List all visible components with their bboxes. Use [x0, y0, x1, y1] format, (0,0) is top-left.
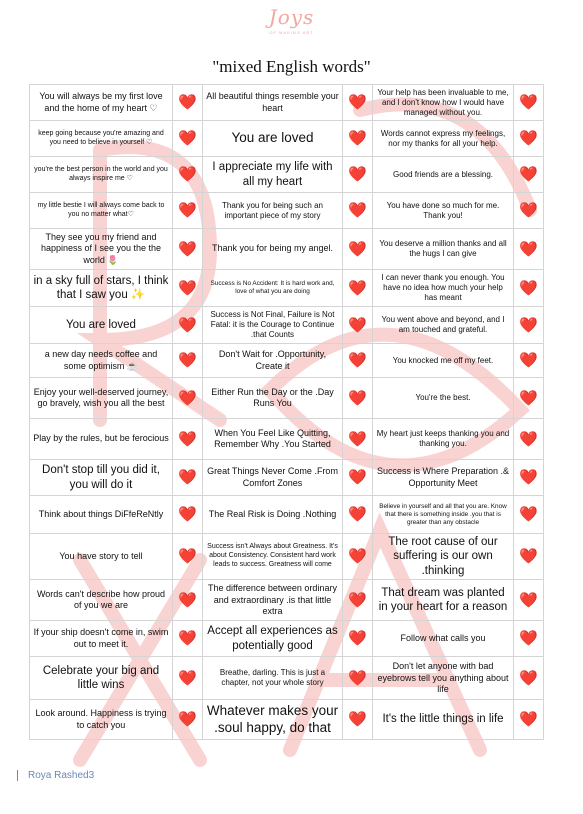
- table-row: [30, 85, 544, 121]
- heart-icon: ❤️: [173, 496, 203, 534]
- heart-icon: ❤️: [514, 378, 544, 419]
- phrase-cell: You are loved: [30, 307, 173, 344]
- phrase-cell: The Real Risk is Doing .Nothing: [203, 496, 343, 534]
- heart-icon: ❤️: [173, 700, 203, 740]
- table-row: [30, 229, 544, 270]
- table-row: [30, 344, 544, 378]
- phrase-cell: Don't Wait for .Opportunity, Create it: [203, 344, 343, 378]
- phrase-cell: You went above and beyond, and I am touched and grateful.: [373, 307, 514, 344]
- phrase-cell: in a sky full of stars, I think that I saw you ✨: [30, 270, 173, 307]
- heart-icon: ❤️: [343, 700, 373, 740]
- logo-word: Joys: [268, 5, 315, 29]
- heart-icon: ❤️: [514, 534, 544, 580]
- phrase-cell: Don't let anyone with bad eyebrows tell you anything about life: [373, 657, 514, 700]
- heart-icon: ❤️: [343, 580, 373, 621]
- phrase-cell: Good friends are a blessing.: [373, 157, 514, 193]
- heart-icon: ❤️: [343, 378, 373, 419]
- phrase-cell: You deserve a million thanks and all the hugs I can give: [373, 229, 514, 270]
- heart-icon: ❤️: [343, 307, 373, 344]
- phrase-cell: Whatever makes your .soul happy, do that: [203, 700, 343, 740]
- heart-icon: ❤️: [343, 121, 373, 157]
- phrase-cell: Breathe, darling. This is just a chapter, not your whole story: [203, 657, 343, 700]
- heart-icon: ❤️: [343, 419, 373, 460]
- phrase-cell: Think about things DiFfeReNtly: [30, 496, 173, 534]
- heart-icon: ❤️: [343, 193, 373, 229]
- heart-icon: ❤️: [343, 270, 373, 307]
- table-row: [30, 157, 544, 193]
- heart-icon: ❤️: [173, 419, 203, 460]
- phrases-table: [29, 84, 544, 740]
- phrase-cell: Celebrate your big and little wins: [30, 657, 173, 700]
- logo: [0, 4, 583, 50]
- phrase-cell: My heart just keeps thanking you and thanking you.: [373, 419, 514, 460]
- table-row: [30, 378, 544, 419]
- heart-icon: ❤️: [514, 496, 544, 534]
- phrase-cell: Success is Not Final, Failure is Not Fatal: it is the Courage to Continue .that Counts: [203, 307, 343, 344]
- heart-icon: ❤️: [173, 580, 203, 621]
- phrase-cell: You're the best.: [373, 378, 514, 419]
- heart-icon: ❤️: [514, 229, 544, 270]
- phrase-cell: Your help has been invaluable to me, and I don't know how I would have managed without you.: [373, 85, 514, 121]
- heart-icon: ❤️: [173, 657, 203, 700]
- heart-icon: ❤️: [343, 157, 373, 193]
- phrase-cell: Either Run the Day or the .Day Runs You: [203, 378, 343, 419]
- table-row: [30, 193, 544, 229]
- heart-icon: ❤️: [514, 580, 544, 621]
- table-row: [30, 700, 544, 740]
- phrase-cell: That dream was planted in your heart for a reason: [373, 580, 514, 621]
- author-footer: Roya Rashed3: [17, 770, 94, 781]
- heart-icon: ❤️: [343, 621, 373, 657]
- heart-icon: ❤️: [514, 193, 544, 229]
- phrase-cell: Thank you for being my angel.: [203, 229, 343, 270]
- table-row: [30, 657, 544, 700]
- phrase-cell: They see you my friend and happiness of I see you the the world 🌷: [30, 229, 173, 270]
- phrase-cell: I can never thank you enough. You have no idea how much your help has meant: [373, 270, 514, 307]
- table-row: [30, 121, 544, 157]
- heart-icon: ❤️: [514, 307, 544, 344]
- phrase-cell: You have story to tell: [30, 534, 173, 580]
- phrase-cell: Believe in yourself and all that you are. Know that there is something inside .you that is greater than any obstacle: [373, 496, 514, 534]
- heart-icon: ❤️: [173, 157, 203, 193]
- heart-icon: ❤️: [343, 657, 373, 700]
- phrase-cell: You knocked me off my feet.: [373, 344, 514, 378]
- heart-icon: ❤️: [173, 378, 203, 419]
- phrase-cell: Play by the rules, but be ferocious: [30, 419, 173, 460]
- phrase-cell: keep going because you're amazing and you need to believe in yourself ♡: [30, 121, 173, 157]
- heart-icon: ❤️: [173, 193, 203, 229]
- heart-icon: ❤️: [173, 534, 203, 580]
- table-row: [30, 270, 544, 307]
- heart-icon: ❤️: [343, 460, 373, 496]
- phrase-cell: It's the little things in life: [373, 700, 514, 740]
- phrase-cell: If your ship doesn't come in, swim out to meet it.: [30, 621, 173, 657]
- heart-icon: ❤️: [343, 344, 373, 378]
- phrase-cell: Success is Where Preparation .& Opportunity Meet: [373, 460, 514, 496]
- heart-icon: ❤️: [514, 157, 544, 193]
- table-row: [30, 460, 544, 496]
- phrase-cell: Great Things Never Come .From Comfort Zones: [203, 460, 343, 496]
- heart-icon: ❤️: [514, 344, 544, 378]
- heart-icon: ❤️: [514, 121, 544, 157]
- page-title: "mixed English words": [212, 57, 371, 76]
- table-row: [30, 580, 544, 621]
- table-row: [30, 496, 544, 534]
- heart-icon: ❤️: [514, 460, 544, 496]
- phrase-cell: Success isn't Always about Greatness. It's about Consistency. Consistent hard work leads to success. Greatness will come: [203, 534, 343, 580]
- heart-icon: ❤️: [173, 307, 203, 344]
- heart-icon: ❤️: [343, 496, 373, 534]
- phrase-cell: Look around. Happiness is trying to catch you: [30, 700, 173, 740]
- phrase-cell: Don't stop till you did it, you will do it: [30, 460, 173, 496]
- phrase-cell: You have done so much for me. Thank you!: [373, 193, 514, 229]
- phrase-cell: The difference between ordinary and extraordinary .is that little extra: [203, 580, 343, 621]
- heart-icon: ❤️: [514, 85, 544, 121]
- phrase-cell: Thank you for being such an important piece of my story: [203, 193, 343, 229]
- heart-icon: ❤️: [173, 85, 203, 121]
- heart-icon: ❤️: [173, 621, 203, 657]
- logo-subtitle: OF MAKING ART: [269, 30, 314, 35]
- phrase-cell: All beautiful things resemble your heart: [203, 85, 343, 121]
- phrase-cell: Enjoy your well-deserved journey, go bravely, wish you all the best: [30, 378, 173, 419]
- table-row: [30, 534, 544, 580]
- phrase-cell: you're the best person in the world and you always inspire me ♡: [30, 157, 173, 193]
- heart-icon: ❤️: [173, 270, 203, 307]
- phrase-cell: The root cause of our suffering is our own .thinking: [373, 534, 514, 580]
- table-row: [30, 621, 544, 657]
- phrase-cell: a new day needs coffee and some optimism ☕: [30, 344, 173, 378]
- phrase-cell: You are loved: [203, 121, 343, 157]
- heart-icon: ❤️: [343, 534, 373, 580]
- heart-icon: ❤️: [173, 460, 203, 496]
- phrase-cell: Words can't describe how proud of you we are: [30, 580, 173, 621]
- heart-icon: ❤️: [514, 419, 544, 460]
- heart-icon: ❤️: [173, 229, 203, 270]
- heart-icon: ❤️: [343, 85, 373, 121]
- heart-icon: ❤️: [173, 344, 203, 378]
- phrase-cell: Success is No Accident: It is hard work and, love of what you are doing: [203, 270, 343, 307]
- heart-icon: ❤️: [343, 229, 373, 270]
- table-row: [30, 419, 544, 460]
- heart-icon: ❤️: [514, 270, 544, 307]
- table-row: [30, 307, 544, 344]
- heart-icon: ❤️: [514, 621, 544, 657]
- heart-icon: ❤️: [173, 121, 203, 157]
- heart-icon: ❤️: [514, 700, 544, 740]
- phrase-cell: Follow what calls you: [373, 621, 514, 657]
- phrase-cell: my little bestie I will always come back to you no matter what♡: [30, 193, 173, 229]
- phrase-cell: Words cannot express my feelings, nor my thanks for all your help.: [373, 121, 514, 157]
- phrase-cell: When You Feel Like Quitting, Remember Why .You Started: [203, 419, 343, 460]
- phrase-cell: Accept all experiences as potentially good: [203, 621, 343, 657]
- phrase-cell: I appreciate my life with all my heart: [203, 157, 343, 193]
- phrase-cell: You will always be my first love and the home of my heart ♡: [30, 85, 173, 121]
- heart-icon: ❤️: [514, 657, 544, 700]
